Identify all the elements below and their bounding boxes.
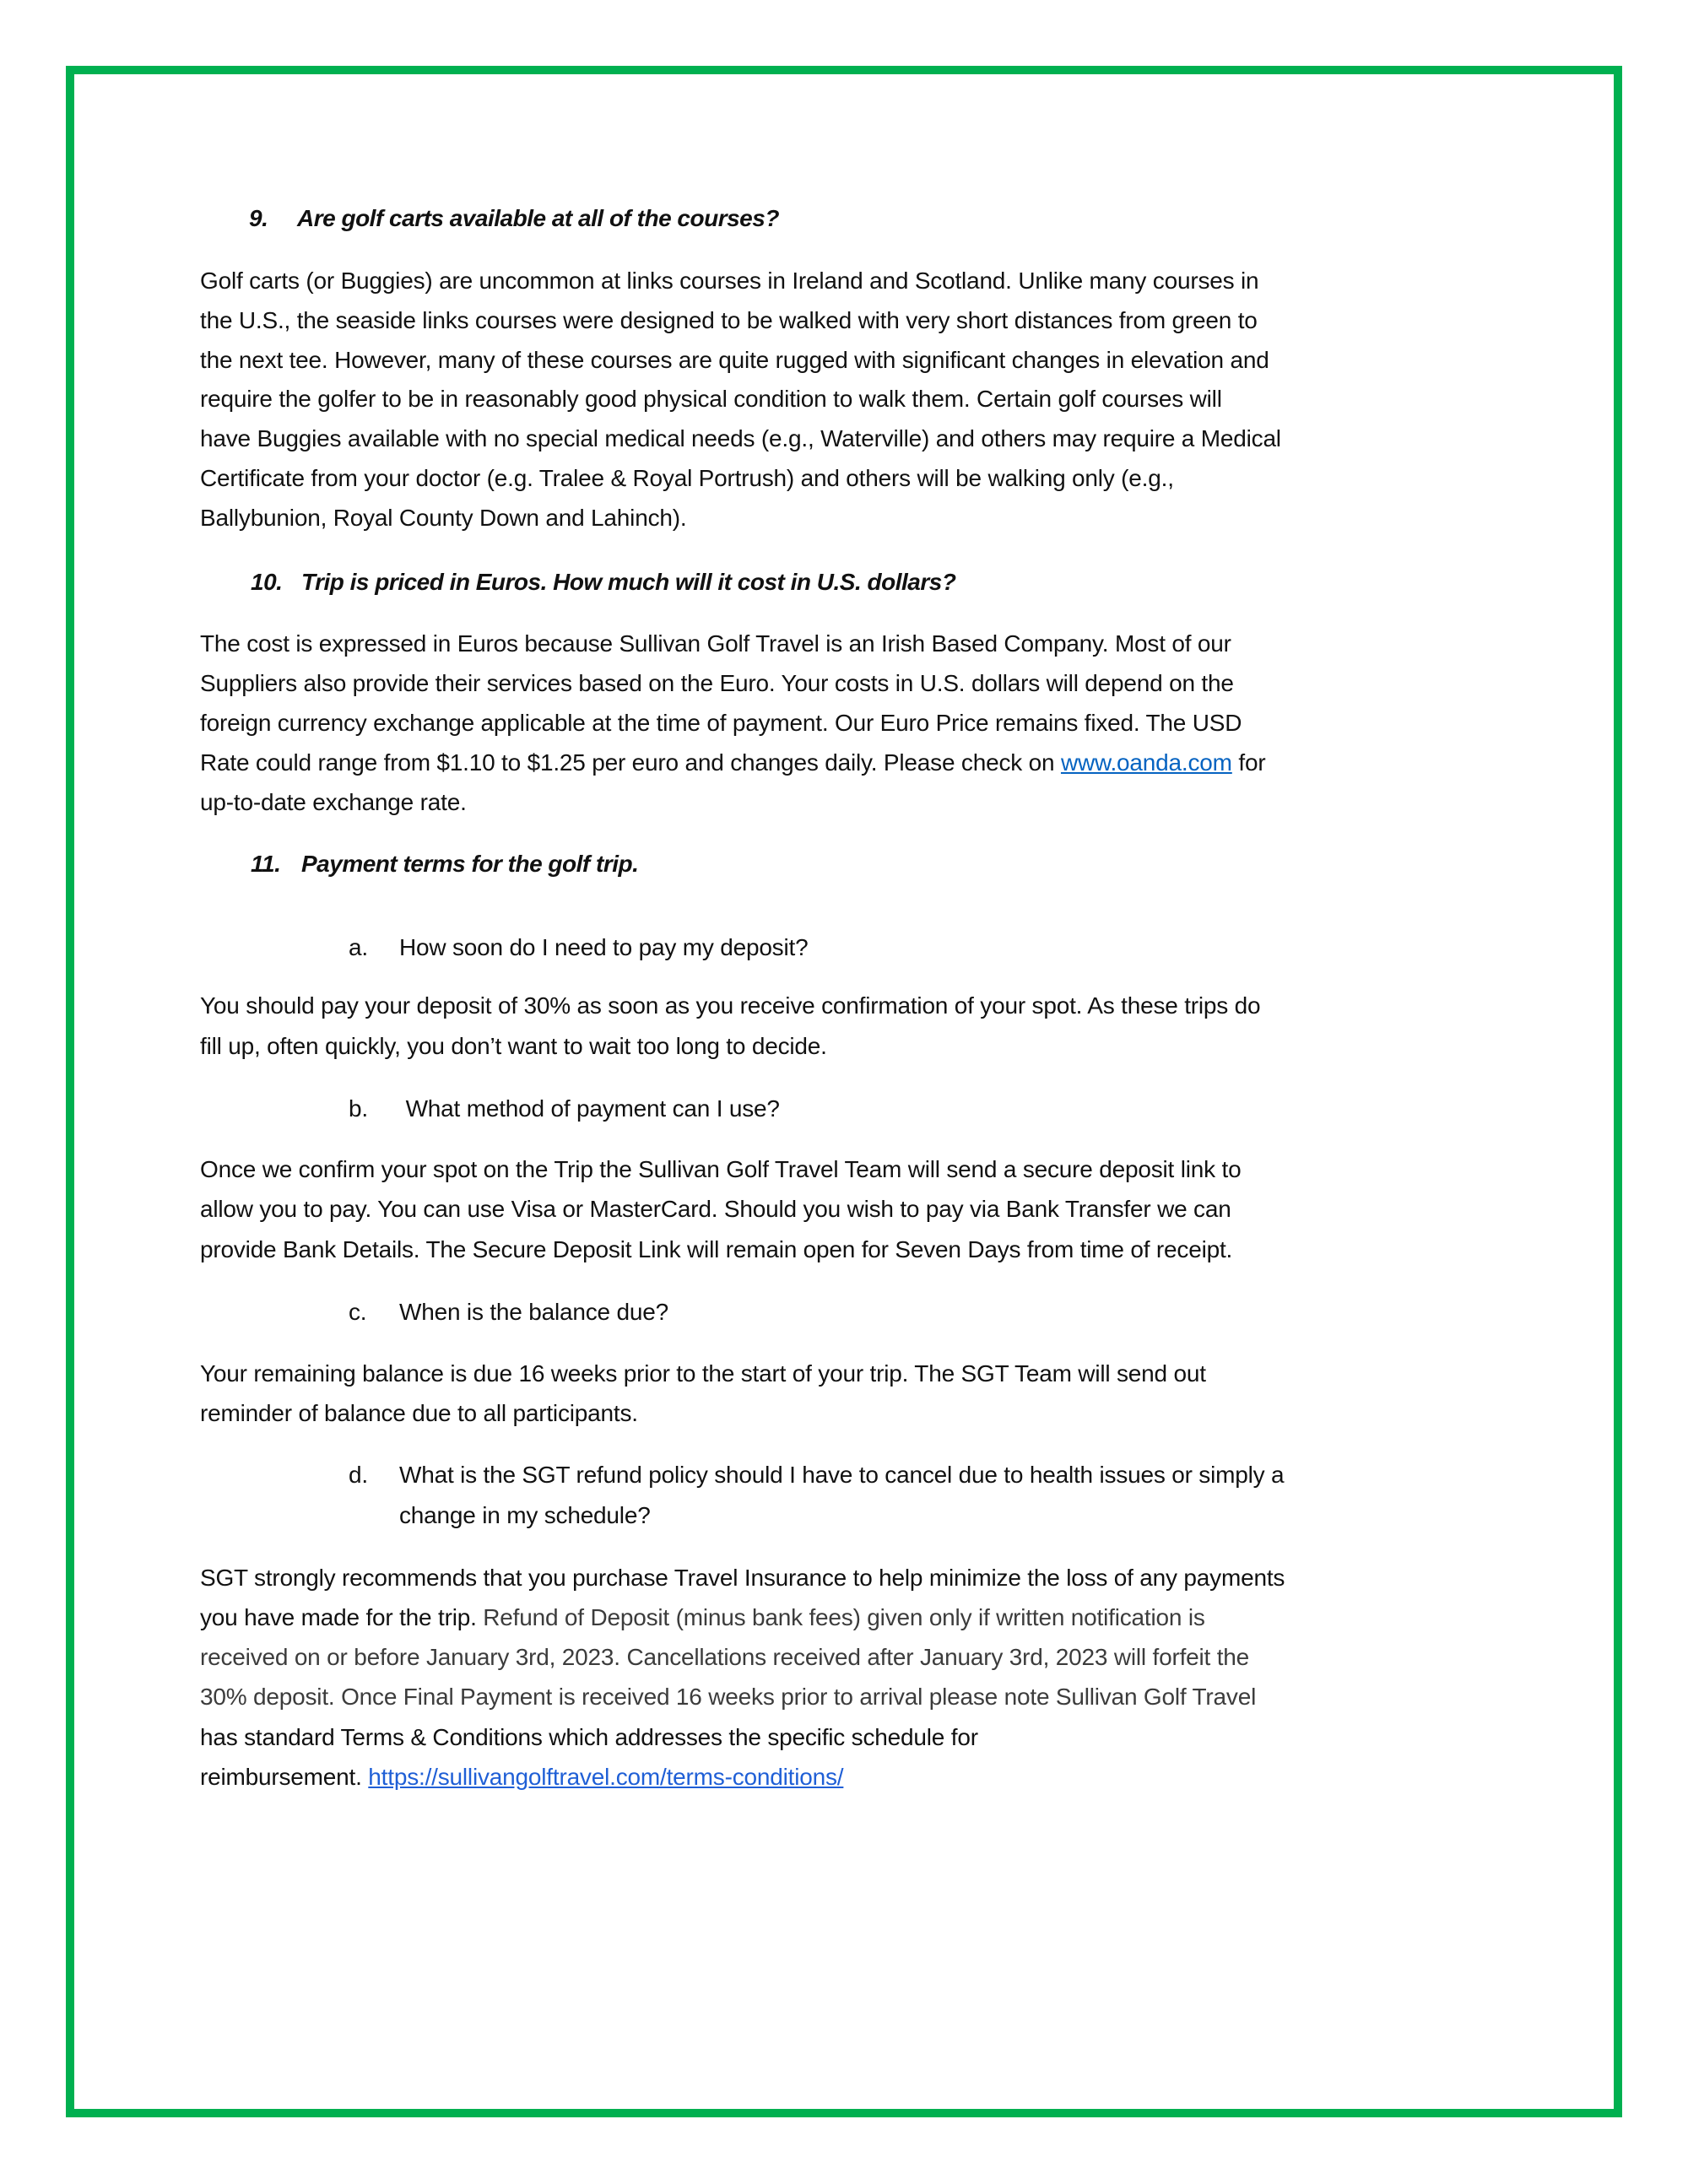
answer-line: Ballybunion, Royal County Down and Lahinch).: [200, 505, 687, 531]
answer-line: fill up, often quickly, you don’t want to wait too long to decide.: [200, 1033, 827, 1059]
subquestion-b: [349, 1095, 780, 1123]
sub-question-text: How soon do I need to pay my deposit?: [399, 934, 809, 960]
sub-letter: d.: [349, 1462, 368, 1488]
sub-question-text: What method of payment can I use?: [399, 1095, 780, 1122]
answer-line: [200, 1603, 1205, 1632]
answer-line: The cost is expressed in Euros because Sullivan Golf Travel is an Irish Based Company. Most of our: [200, 630, 1231, 657]
answer-line: have Buggies available with no special medical needs (e.g., Waterville) and others may require a Medical: [200, 425, 1281, 451]
rate-text: Rate could range from $1.10 to $1.25 per euro and changes daily. Please check on: [200, 749, 1061, 776]
subquestion-a: [349, 933, 808, 962]
answer-line-with-link: [200, 749, 1265, 777]
faq-heading-10: [251, 568, 955, 597]
heading-text: Trip is priced in Euros. How much will it cost in U.S. dollars?: [301, 569, 956, 595]
answer-line-with-link: [200, 1763, 843, 1792]
answer-line: has standard Terms & Conditions which addresses the specific schedule for: [200, 1724, 978, 1750]
answer-line: SGT strongly recommends that you purchase Travel Insurance to help minimize the loss of any payments: [200, 1565, 1285, 1591]
answer-line: reminder of balance due to all participants.: [200, 1400, 638, 1426]
refund-policy-text: Refund of Deposit (minus bank fees) given only if written notification is: [483, 1604, 1205, 1630]
answer-line: 30% deposit. Once Final Payment is received 16 weeks prior to arrival please note Sullivan Golf Travel: [200, 1684, 1257, 1710]
answer-text: you have made for the trip.: [200, 1604, 484, 1630]
sub-letter: b.: [349, 1095, 368, 1122]
answer-line: the next tee. However, many of these courses are quite rugged with significant changes in elevation and: [200, 347, 1269, 373]
sub-letter: c.: [349, 1299, 367, 1325]
subquestion-d-continuation: change in my schedule?: [399, 1502, 651, 1528]
heading-text: Are golf carts available at all of the courses?: [297, 205, 779, 231]
answer-line: Suppliers also provide their services based on the Euro. Your costs in U.S. dollars will depend on the: [200, 670, 1234, 696]
answer-line: the U.S., the seaside links courses were designed to be walked with very short distances from green to: [200, 307, 1258, 333]
sub-question-text: When is the balance due?: [399, 1299, 668, 1325]
answer-line: foreign currency exchange applicable at the time of payment. Our Euro Price remains fixed. The USD: [200, 710, 1242, 736]
terms-conditions-link[interactable]: https://sullivangolftravel.com/terms-conditions/: [368, 1764, 844, 1790]
answer-line: allow you to pay. You can use Visa or MasterCard. Should you wish to pay via Bank Transfer we can: [200, 1196, 1231, 1222]
answer-line: require the golfer to be in reasonably good physical condition to walk them. Certain golf courses will: [200, 386, 1222, 412]
heading-number: 9.: [249, 205, 268, 231]
faq-heading-11: [251, 850, 638, 878]
subquestion-d: [349, 1461, 1284, 1489]
answer-line: You should pay your deposit of 30% as soon as you receive confirmation of your spot. As these trips do: [200, 992, 1261, 1019]
answer-line: provide Bank Details. The Secure Deposit Link will remain open for Seven Days from time of receipt.: [200, 1236, 1233, 1262]
heading-number: 11.: [251, 851, 281, 877]
subquestion-c: [349, 1298, 668, 1327]
faq-heading-9: [249, 204, 779, 233]
oanda-link[interactable]: www.oanda.com: [1060, 749, 1232, 776]
answer-line: Once we confirm your spot on the Trip the Sullivan Golf Travel Team will send a secure deposit link to: [200, 1156, 1242, 1182]
answer-line: Golf carts (or Buggies) are uncommon at links courses in Ireland and Scotland. Unlike many courses in: [200, 268, 1259, 294]
answer-line: up-to-date exchange rate.: [200, 789, 467, 815]
heading-text: Payment terms for the golf trip.: [301, 851, 639, 877]
sub-question-text: What is the SGT refund policy should I have to cancel due to health issues or simply a: [399, 1462, 1285, 1488]
sub-letter: a.: [349, 934, 368, 960]
heading-number: 10.: [251, 569, 283, 595]
answer-text: reimbursement.: [200, 1764, 369, 1790]
answer-line: Certificate from your doctor (e.g. Tralee & Royal Portrush) and others will be walking only (e.g.,: [200, 465, 1174, 491]
answer-line: received on or before January 3rd, 2023. Cancellations received after January 3rd, 2023 will forfeit the: [200, 1644, 1250, 1670]
answer-line: Your remaining balance is due 16 weeks prior to the start of your trip. The SGT Team will send out: [200, 1360, 1206, 1387]
rate-suffix: for: [1231, 749, 1266, 776]
